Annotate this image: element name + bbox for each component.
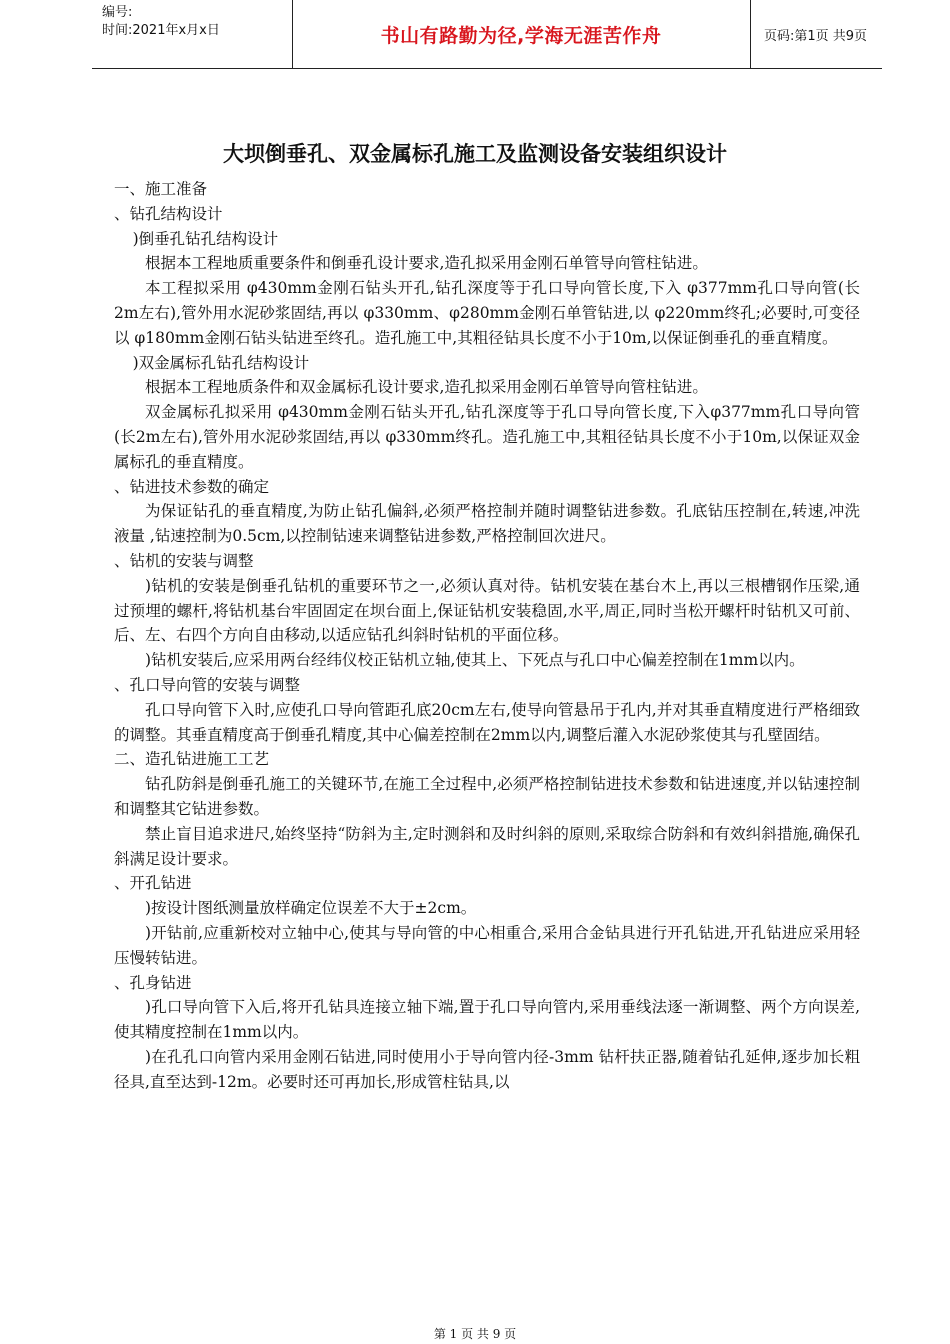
header-page-cell [750, 0, 896, 68]
paragraph: 禁止盲目追求进尺,始终坚持“防斜为主,定时测斜和及时纠斜的原则,采取综合防斜和有效纠斜措施,确保孔斜满足设计要求。 [114, 824, 860, 868]
heading-2: 、开孔钻进 [114, 874, 192, 893]
header-page-label: 页码:第1页 共9页 [764, 28, 868, 44]
header-meta [92, 0, 293, 68]
paragraph: 根据本工程地质条件和双金属标孔设计要求,造孔拟采用金刚石单管导向管柱钻进。 [145, 378, 708, 397]
time-label: 时间:2021年x月x日 [102, 23, 220, 38]
paragraph: )开钻前,应重新校对立轴中心,使其与导向管的中心相重合,采用合金钻具进行开孔钻进,开孔钻进应采用轻压慢转钻进。 [114, 923, 860, 967]
motto: 书山有路勤为径,学海无涯苦作舟 [380, 24, 662, 47]
paragraph: 双金属标孔拟采用 φ430mm金刚石钻头开孔,钻孔深度等于孔口导向管长度,下入φ377mm孔口导向管(长2m左右),管外用水泥砂浆固结,再以 φ330mm终孔。造孔施工中,其粗径钻具长度不小于10m,以保证双金属标孔的垂直精度。 [114, 403, 860, 471]
document-body [114, 177, 860, 1094]
paragraph: )钻机的安装是倒垂孔钻机的重要环节之一,必须认真对待。钻机安装在基台木上,再以三根槽钢作压梁,通过预埋的螺杆,将钻机基台牢固固定在坝台面上,保证钻机安装稳固,水平,周正,同时当松开螺杆时钻机又可前、后、左、右四个方向自由移动,以适应钻孔纠斜时钻机的平面位移。 [114, 576, 860, 645]
paragraph: )钻机安装后,应采用两台经纬仪校正钻机立轴,使其上、下死点与孔口中心偏差控制在1mm以内。 [145, 651, 805, 670]
paragraph: 为保证钻孔的垂直精度,为防止钻孔偏斜,必须严格控制并随时调整钻进参数。孔底钻压控制在,转速,冲洗液量 ,钻速控制为0.5cm,以控制钻速来调整钻进参数,严格控制回次进尺。 [114, 502, 860, 546]
header-motto-cell [292, 0, 751, 68]
paragraph: 孔口导向管下入时,应使孔口导向管距孔底20cm左右,使导向管悬吊于孔内,并对其垂直精度进行严格细致的调整。其垂直精度高于倒垂孔精度,其中心偏差控制在2mm以内,调整后灌入水泥砂浆使其与孔壁固结。 [114, 700, 860, 744]
heading-2: 、钻机的安装与调整 [114, 551, 254, 570]
heading-2: 、钻进技术参数的确定 [114, 477, 270, 496]
paragraph: 钻孔防斜是倒垂孔施工的关键环节,在施工全过程中,必须严格控制钻进技术参数和钻进速度,并以钻速控制和调整其它钻进参数。 [114, 775, 860, 818]
page-footer: 第 1 页 共 9 页 [433, 1327, 517, 1341]
page-header [92, 0, 882, 69]
serial-label: 编号: [102, 5, 133, 20]
heading-1: 一、施工准备 [114, 180, 208, 198]
heading-1: 二、造孔钻进施工工艺 [114, 750, 270, 769]
heading-2: 、钻孔结构设计 [114, 204, 223, 223]
heading-2: 、孔口导向管的安装与调整 [114, 675, 301, 694]
paragraph: )在孔孔口向管内采用金刚石钻进,同时使用小于导向管内径-3mm 钻杆扶正器,随着钻孔延伸,逐步加长粗径具,直至达到-12m。必要时还可再加长,形成管柱钻具,以 [114, 1047, 860, 1091]
paragraph: 本工程拟采用 φ430mm金刚石钻头开孔,钻孔深度等于孔口导向管长度,下入 φ377mm孔口导向管(长2m左右),管外用水泥砂浆固结,再以 φ330mm、φ280mm金刚石单管钻进,以 φ220mm终孔;必要时,可变径以 φ180mm金刚石钻头钻进至终孔。造孔施工中,其粗径钻具长度不小于10m,以保证倒垂孔的垂直精度。 [114, 279, 860, 347]
heading-2: 、孔身钻进 [114, 973, 192, 992]
document-title: 大坝倒垂孔、双金属标孔施工及监测设备安装组织设计 [223, 142, 727, 166]
paragraph: )按设计图纸测量放样确定位误差不大于±2cm。 [145, 899, 477, 918]
heading-3: )双金属标孔钻孔结构设计 [132, 353, 310, 372]
paragraph: )孔口导向管下入后,将开孔钻具连接立轴下端,置于孔口导向管内,采用垂线法逐一渐调整、两个方向误差,使其精度控制在1mm以内。 [114, 998, 860, 1042]
paragraph: 根据本工程地质重要条件和倒垂孔设计要求,造孔拟采用金刚石单管导向管柱钻进。 [145, 254, 708, 273]
heading-3: )倒垂孔钻孔结构设计 [132, 229, 279, 248]
